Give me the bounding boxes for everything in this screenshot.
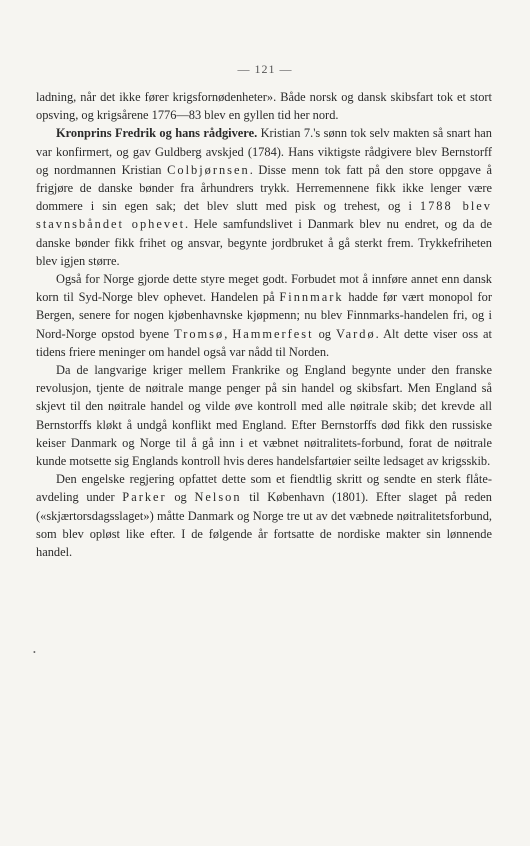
text-run: til København (1801). Efter slaget på reden («skjærtorsdagsslaget») måtte Danmark og Norge tre ut av det væbnede nøitralitetsforbund, som blev opløst like efter. I de følgende år fortsatte de nordiske makter sin lønnende handel. (36, 490, 492, 560)
spaced-name: Parker (122, 490, 167, 505)
text-run: . Hele samfundslivet i Danmark blev nu endret, og da de danske bønder fikk frihet og ansvar, begynte jordbruket å gå sterkt frem. Trykkefriheten blev igjen større. (36, 217, 492, 268)
spaced-place: Finnmark (279, 290, 344, 305)
paragraph-3 (36, 270, 492, 361)
body-text (36, 88, 492, 561)
spaced-name: Colbjørnsen (167, 162, 250, 177)
paragraph-2 (36, 124, 492, 270)
text-run: Den engelske regjering opfattet dette som et fiendtlig skritt og sendte en sterk flåte-avdeling under (36, 472, 492, 505)
paragraph-1: ladning, når det ikke fører krigsfornødenheter». Både norsk og dansk skibsfart tok et stort opsving, og krigsårene 1776—83 blev en gyllen tid her nord. (36, 90, 492, 123)
paragraph-4: Da de langvarige kriger mellem Frankrike og England begynte under den franske revolusjon, tjente de nøitrale mange penger på sin handel og skibsfart. Men England så skjevt til den nøitrale handel og vilde øve kontroll med alle nøitrale skib; det krevde all Bernstorffs kløkt å undgå konflikt med England. Efter Bernstorffs død fikk den russiske keiser Danmark og Norge til å gå inn i et væbnet nøitralitets-forbund, forat de nøitrale kunde motsette sig Englands kontroll hvis deres handelsfartøier seilte ledsaget av krigsskib. (36, 363, 492, 469)
text-run: . Disse menn tok fatt på den store oppgave å frigjøre de danske bønder fra århundrers trykk. Herremennene fikk ikke lenger være dommere i sin egen sak; det blev slutt med pisk og trehest, og i (36, 162, 492, 214)
text-run: . Alt dette viser oss at tidens friere meninger om handel også var nådd til Norden. (36, 326, 493, 359)
spaced-place: Tromsø (174, 326, 225, 341)
text-run: og (313, 326, 337, 341)
spaced-place: Hammerfest (232, 326, 314, 341)
spaced-phrase: 1788 blev stavnsbåndet ophevet (36, 199, 492, 232)
text-run: Kristian 7.'s sønn tok selv makten så snart han var konfirmert, og gav Guldberg avskjed (1784). Hans viktigste rådgivere blev Bernstorff og nordmannen Kristian (36, 126, 492, 177)
text-run: hadde før vært monopol for Bergen, senere for nogen kjøbenhavnske kjøpmenn; nu blev Finnmarks-handelen fri, og i Nord-Norge opstod byene (36, 290, 492, 341)
text-run: , (224, 326, 233, 341)
text-run: og (166, 490, 195, 505)
margin-dot: • (33, 648, 36, 657)
text-run: Også for Norge gjorde dette styre meget godt. Forbudet mot å innføre annet enn dansk korn til Syd-Norge blev ophevet. Handelen på (36, 272, 492, 305)
spaced-place: Vardø (336, 326, 376, 341)
section-heading: Kronprins Fredrik og hans rådgivere. (56, 126, 258, 141)
paragraph-5 (36, 470, 492, 561)
page-number: — 121 — (237, 62, 293, 76)
spaced-name: Nelson (194, 490, 242, 505)
